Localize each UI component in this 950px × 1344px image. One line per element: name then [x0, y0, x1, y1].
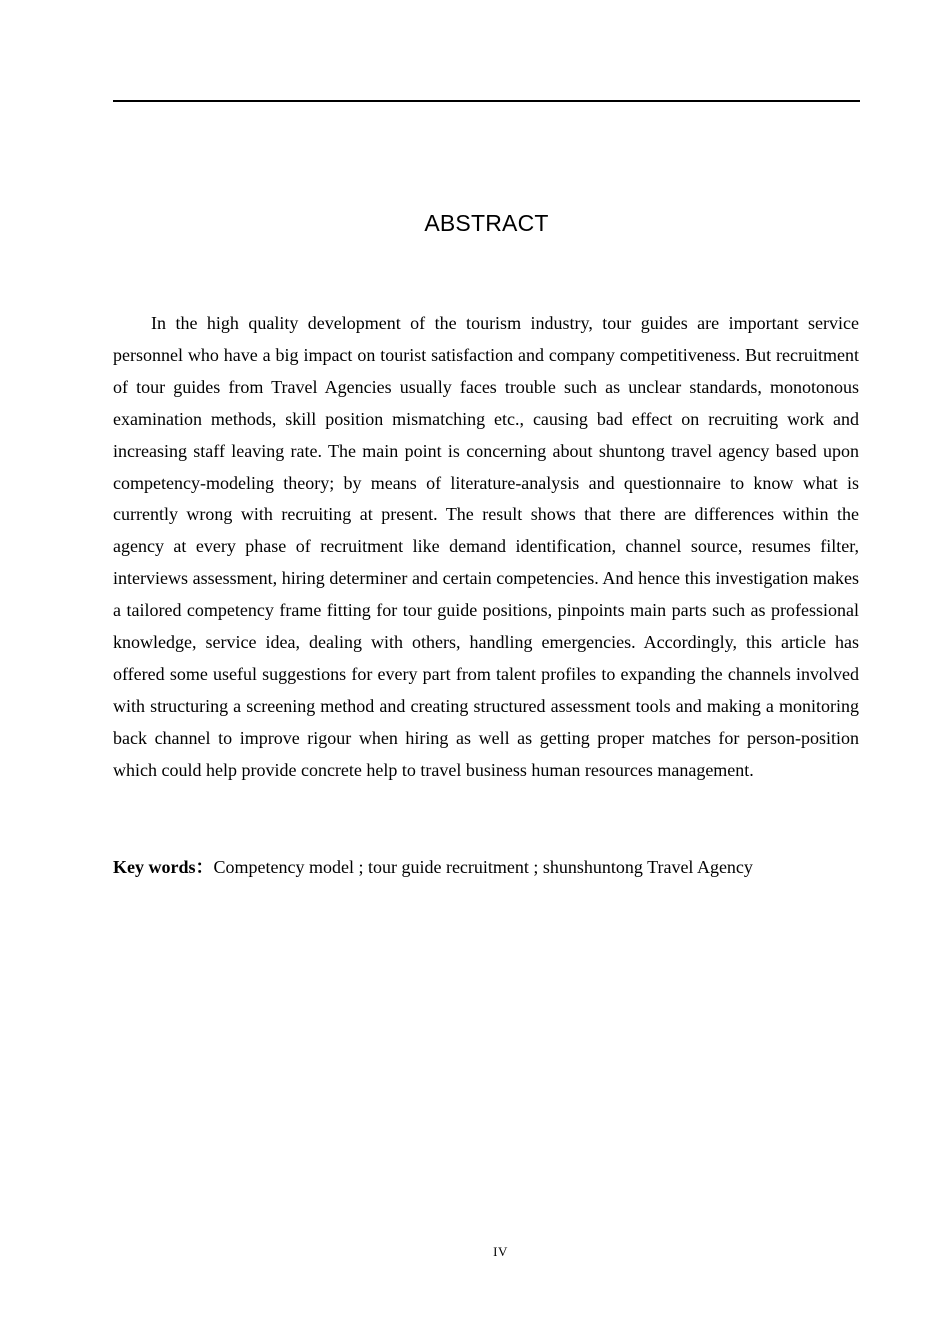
keywords-line	[113, 852, 860, 882]
abstract-title: ABSTRACT	[424, 210, 549, 236]
keywords-label: Key words：	[113, 857, 214, 877]
abstract-body: In the high quality development of the tourism industry, tour guides are important service personnel who have a big impact on tourist satisfaction and company competitiveness. But recruitment of tour guides from Travel Agencies usually faces trouble such as unclear standards, monotonous examination methods, skill position mismatching etc., causing bad effect on recruiting work and increasing staff leaving rate. The main point is concerning about shuntong travel agency based upon competency-modeling theory; by means of literature-analysis and questionnaire to know what is currently wrong with recruiting at present. The result shows that there are differences within the agency at every phase of recruitment like demand identification, channel source, resumes filter, interviews assessment, hiring determiner and certain competencies. And hence this investigation makes a tailored competency frame fitting for tour guide positions, pinpoints main parts such as professional knowledge, service idea, dealing with others, handling emergencies. Accordingly, this article has offered some useful suggestions for every part from talent profiles to expanding the channels involved with structuring a screening method and creating structured assessment tools and making a monitoring back channel to improve rigour when hiring as well as getting proper matches for person-position which could help provide concrete help to travel business human resources management.	[113, 313, 859, 780]
page-number: IV	[493, 1244, 508, 1259]
header-rule	[113, 100, 860, 102]
keywords-text: Competency model ; tour guide recruitment ; shunshuntong Travel Agency	[213, 857, 753, 877]
